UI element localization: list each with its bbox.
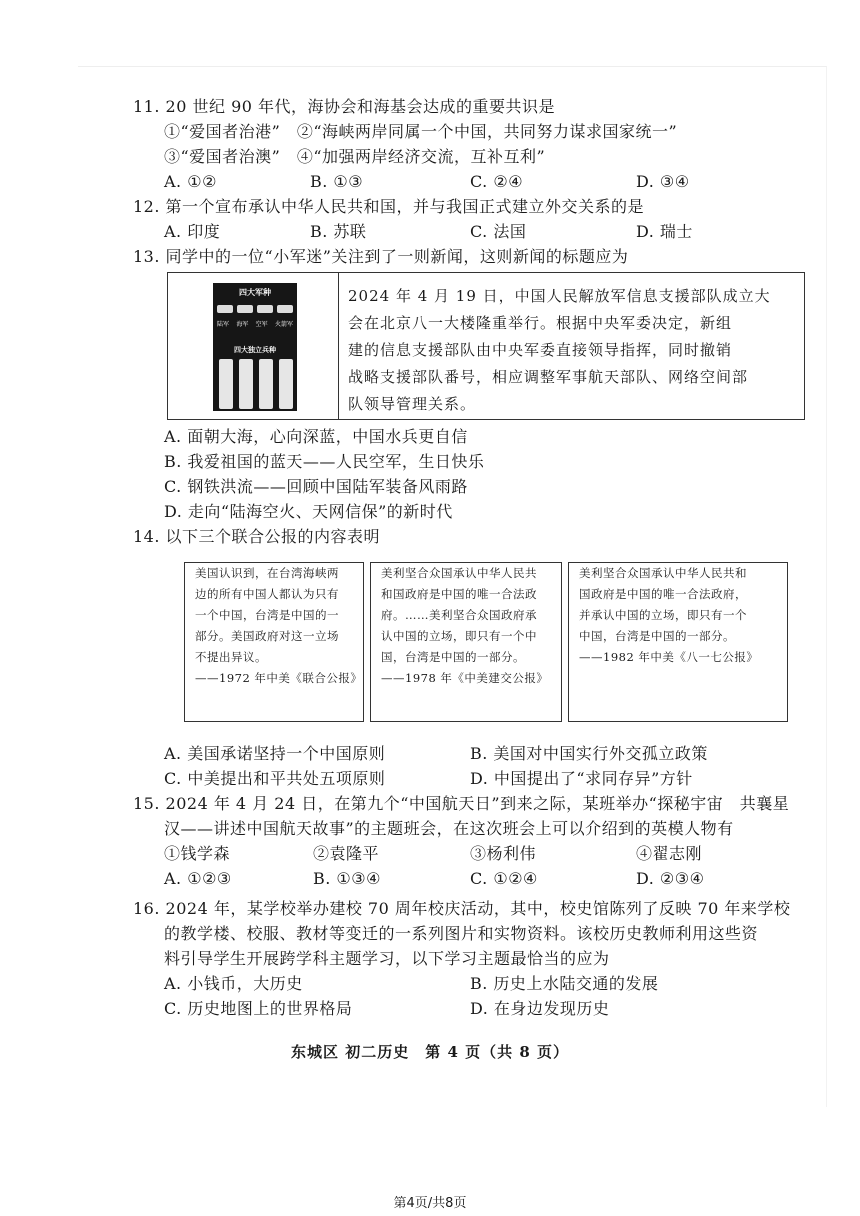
doc-line: 部分。美国政府对这一立场 — [195, 629, 339, 643]
poster-branch-label: 火箭军 — [274, 321, 293, 328]
rocket-force-icon — [277, 305, 293, 313]
poster-title: 四大军种 — [239, 288, 271, 297]
q11-option-b[interactable]: B. ①③ — [310, 172, 364, 191]
poster-arm-column — [259, 359, 273, 409]
q15-item-4: ④翟志刚 — [636, 844, 703, 863]
poster-branch-label: 陆军 — [217, 321, 230, 328]
poster-arm-column — [219, 359, 233, 409]
news-text — [348, 283, 798, 418]
poster-subtitle: 四大独立兵种 — [234, 346, 276, 354]
q11-items-row2: ③“爱国者治澳” ④“加强两岸经济交流，互补互利” — [164, 147, 546, 166]
q13-option-b[interactable]: B. 我爱祖国的蓝天——人民空军，生日快乐 — [164, 452, 485, 471]
page-footer: 东城区 初二历史 第 4 页（共 8 页） — [291, 1043, 569, 1061]
q12-stem: 12. 第一个宣布承认中华人民共和国，并与我国正式建立外交关系的是 — [133, 197, 645, 216]
doc-line: 府。……美利坚合众国政府承 — [381, 608, 537, 622]
doc-source: ——1978 年《中美建交公报》 — [381, 671, 549, 685]
doc-line: 美利坚合众国承认中华人民共和 — [579, 566, 747, 580]
q15-option-b[interactable]: B. ①③④ — [313, 869, 381, 888]
poster-arm-column — [239, 359, 253, 409]
poster-branch-icons — [217, 305, 293, 313]
q11-option-d[interactable]: D. ③④ — [636, 172, 690, 191]
doc-line: 中国，台湾是中国的一部分。 — [579, 629, 735, 643]
doc-line: 边的所有中国人都认为只有 — [195, 587, 339, 601]
doc-line: 一个中国，台湾是中国的一 — [195, 608, 339, 622]
doc-line: 和国政府是中国的唯一合法政 — [381, 587, 537, 601]
navy-icon — [237, 305, 253, 313]
doc-line: 不提出异议。 — [195, 650, 267, 664]
communique-1978 — [370, 562, 562, 722]
doc-line: 国政府是中国的唯一合法政府， — [579, 587, 747, 601]
poster-branch-label: 海军 — [236, 321, 249, 328]
q16-stem-line1: 16. 2024 年，某学校举办建校 70 周年校庆活动，其中，校史馆陈列了反映 70 年来学校 — [133, 899, 791, 918]
communique-1972 — [184, 562, 364, 722]
news-line: 2024 年 4 月 19 日，中国人民解放军信息支援部队成立大 — [348, 287, 771, 305]
doc-line: 美国认识到，在台湾海峡两 — [195, 566, 339, 580]
army-icon — [217, 305, 233, 313]
q16-stem-line2: 的教学楼、校服、教材等变迁的一系列图片和实物资料。该校历史教师利用这些资 — [164, 924, 759, 943]
doc-line: 国，台湾是中国的一部分。 — [381, 650, 525, 664]
q13-option-a[interactable]: A. 面朝大海，心向深蓝，中国水兵更自信 — [164, 427, 468, 446]
news-line: 战略支援部队番号，相应调整军事航天部队、网络空间部 — [348, 368, 749, 386]
doc-line: 并承认中国的立场，即只有一个 — [579, 608, 747, 622]
q15-item-1: ①钱学森 — [164, 844, 231, 863]
news-line: 建的信息支援部队由中央军委直接领导指挥，同时撤销 — [348, 341, 733, 359]
page-counter: 第4页/共8页 — [393, 1196, 467, 1211]
q11-stem: 11. 20 世纪 90 年代，海协会和海基会达成的重要共识是 — [133, 97, 556, 116]
airforce-icon — [257, 305, 273, 313]
q14-option-a[interactable]: A. 美国承诺坚持一个中国原则 — [164, 744, 386, 763]
poster-arm-column — [279, 359, 293, 409]
news-line: 会在北京八一大楼隆重举行。根据中央军委决定，新组 — [348, 314, 733, 332]
q14-option-c[interactable]: C. 中美提出和平共处五项原则 — [164, 769, 386, 788]
q16-option-a[interactable]: A. 小钱币，大历史 — [164, 974, 303, 993]
doc-line: 认中国的立场，即只有一个中 — [381, 629, 537, 643]
q16-option-b[interactable]: B. 历史上水陆交通的发展 — [470, 974, 659, 993]
q13-stem: 13. 同学中的一位“小军迷”关注到了一则新闻，这则新闻的标题应为 — [133, 247, 629, 266]
q15-option-d[interactable]: D. ②③④ — [636, 869, 705, 888]
q16-option-c[interactable]: C. 历史地图上的世界格局 — [164, 999, 353, 1018]
q15-item-2: ②袁隆平 — [313, 844, 380, 863]
q15-option-c[interactable]: C. ①②④ — [470, 869, 538, 888]
q16-stem-line3: 料引导学生开展跨学科主题学习，以下学习主题最恰当的应为 — [164, 949, 610, 968]
q16-option-d[interactable]: D. 在身边发现历史 — [470, 999, 610, 1018]
poster-branch-labels — [217, 319, 293, 328]
poster-branch-label: 空军 — [255, 321, 268, 328]
q15-item-3: ③杨利伟 — [470, 844, 537, 863]
doc-source: ——1972 年中美《联合公报》 — [195, 671, 363, 685]
q14-option-b[interactable]: B. 美国对中国实行外交孤立政策 — [470, 744, 708, 763]
q13-option-d[interactable]: D. 走向“陆海空火、天网信保”的新时代 — [164, 502, 453, 521]
q15-option-a[interactable]: A. ①②③ — [164, 869, 232, 888]
q12-option-d[interactable]: D. 瑞士 — [636, 222, 693, 241]
doc-source: ——1982 年中美《八一七公报》 — [579, 650, 759, 664]
q11-option-c[interactable]: C. ②④ — [470, 172, 524, 191]
box-divider — [338, 273, 339, 419]
q12-option-c[interactable]: C. 法国 — [470, 222, 527, 241]
q14-stem: 14. 以下三个联合公报的内容表明 — [133, 527, 381, 546]
q12-option-b[interactable]: B. 苏联 — [310, 222, 367, 241]
q15-stem-line2: 汉——讲述中国航天故事”的主题班会，在这次班会上可以介绍到的英模人物有 — [164, 819, 734, 838]
q12-option-a[interactable]: A. 印度 — [164, 222, 221, 241]
communique-1982 — [568, 562, 788, 722]
q11-items-row1: ①“爱国者治港” ②“海峡两岸同属一个中国，共同努力谋求国家统一” — [164, 122, 678, 141]
q14-option-d[interactable]: D. 中国提出了“求同存异”方针 — [470, 769, 693, 788]
q13-material-box — [167, 272, 805, 420]
q11-option-a[interactable]: A. ①② — [164, 172, 217, 191]
q13-option-c[interactable]: C. 钢铁洪流——回顾中国陆军装备风雨路 — [164, 477, 468, 496]
news-line: 队领导管理关系。 — [348, 395, 477, 413]
q15-stem-line1: 15. 2024 年 4 月 24 日，在第九个“中国航天日”到来之际，某班举办“探秘宇宙 共襄星 — [133, 794, 790, 813]
doc-line: 美利坚合众国承认中华人民共 — [381, 566, 537, 580]
military-poster-image — [213, 283, 297, 411]
